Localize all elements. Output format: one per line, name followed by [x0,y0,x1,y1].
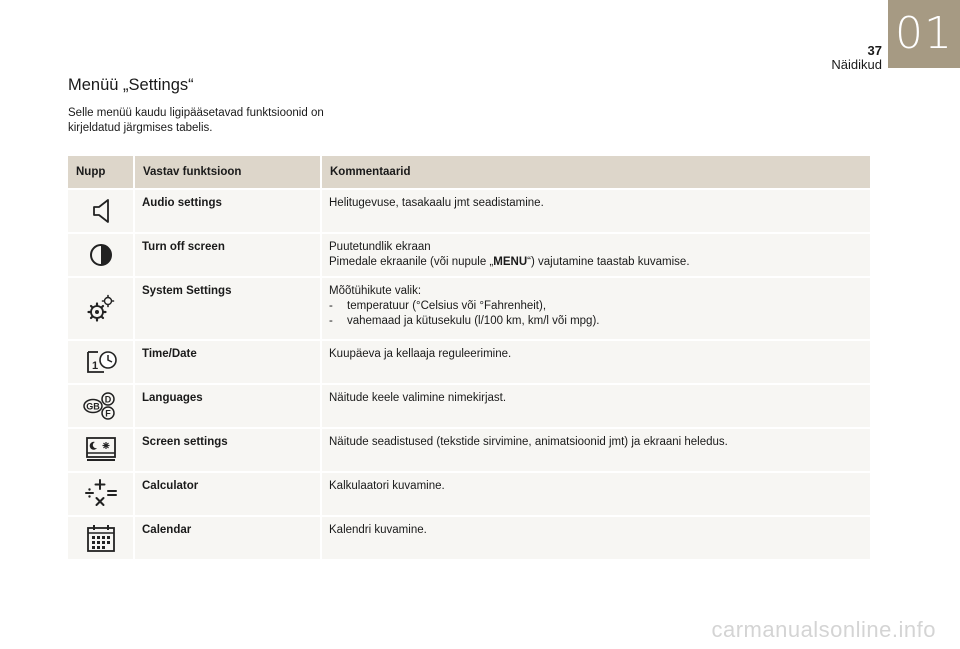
function-name: Calculator [135,473,320,515]
comment-line: Mõõtühikute valik: [329,285,422,297]
table-row [68,473,870,515]
comment: Näitude seadistused (tekstide sirvimine, animatsioonid jmt) ja ekraani heledus. [322,429,870,471]
gears-icon [68,294,133,324]
chapter-tab: 01 [888,0,960,68]
language-label: GB [85,401,100,412]
list-item: - temperatuur (°Celsius või °Fahrenheit), [329,299,863,314]
settings-table [66,154,872,561]
function-name: Time/Date [135,341,320,383]
column-header-function: Vastav funktsioon [135,156,320,188]
page-number: 37 [867,43,882,58]
page-title: Menüü „Settings“ [68,76,194,94]
languages-icon [68,391,133,421]
comment: Kalkulaatori kuvamine. [322,473,870,515]
calendar-icon [68,522,133,554]
function-name: Turn off screen [135,234,320,276]
comment [322,278,870,339]
calendar-clock-icon [68,348,133,376]
function-name: Languages [135,385,320,427]
intro-text: Selle menüü kaudu ligipääsetavad funktsioonid on kirjeldatud järgmises tabelis. [68,107,324,134]
speaker-icon [68,197,133,225]
language-label: F [104,408,111,419]
table-row [68,517,870,559]
comment: Kalendri kuvamine. [322,517,870,559]
comment: Näitude keele valimine nimekirjast. [322,385,870,427]
table-row [68,385,870,427]
function-name: System Settings [135,278,320,339]
table-row [68,234,870,276]
section-label: Näidikud [831,57,882,72]
screen-settings-icon [68,435,133,465]
table-row [68,429,870,471]
menu-button-label: MENU [493,256,528,268]
screen-off-icon [68,242,133,268]
table-row [68,278,870,339]
function-name: Calendar [135,517,320,559]
calendar-day-number: 1 [91,360,98,372]
table-row [68,341,870,383]
table-row [68,190,870,232]
comment: Helitugevuse, tasakaalu jmt seadistamine. [322,190,870,232]
column-header-comment: Kommentaarid [322,156,870,188]
language-label: D [104,394,111,405]
comment-line: Puutetundlik ekraan [329,241,431,253]
comment-line: Pimedale ekraanile (või nupule „MENU“) vajutamine taastab kuvamise. [329,256,690,268]
watermark: carmanualsonline.info [711,617,936,642]
calculator-icon [68,478,133,510]
comment: Kuupäeva ja kellaaja reguleerimine. [322,341,870,383]
comment-list [329,299,863,329]
function-name: Screen settings [135,429,320,471]
list-item: - vahemaad ja kütusekulu (l/100 km, km/l või mpg). [329,314,863,329]
function-name: Audio settings [135,190,320,232]
column-header-button: Nupp [68,156,133,188]
table-header-row [68,156,870,188]
comment [322,234,870,276]
